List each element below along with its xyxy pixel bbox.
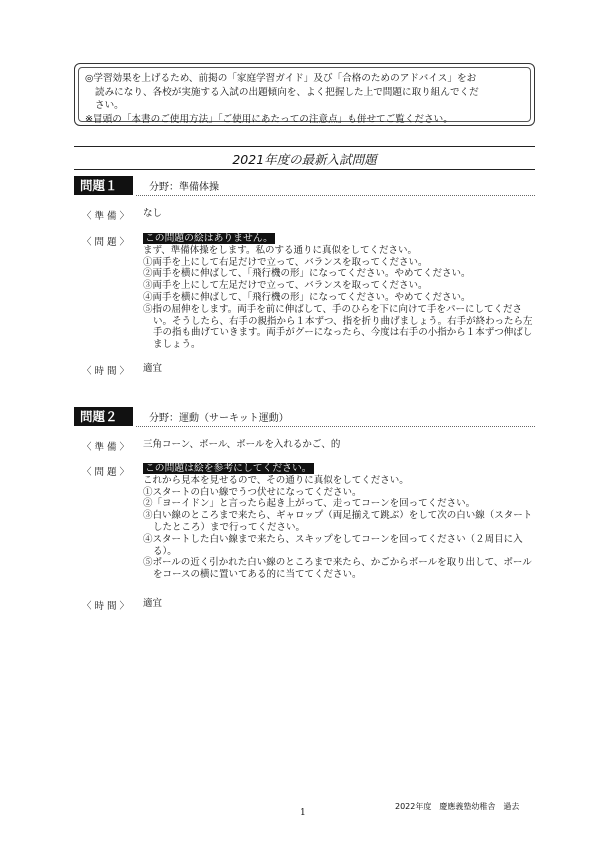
problem2-field: 分野：運動（サーキット運動）	[149, 413, 289, 424]
problem2-badge: 問題２	[74, 407, 133, 426]
problem2-line: ②「ヨーイドン」と言ったら起き上がって、走ってコーンを回ってください。	[143, 498, 476, 510]
notice-box	[74, 63, 535, 126]
header-divider	[136, 426, 535, 427]
problem2-line: これから見本を見せるので、その通りに真似をしてください。	[143, 474, 409, 486]
title-rule-top	[74, 146, 535, 147]
page-number: 1	[300, 808, 306, 818]
question-label: 〈 問 題 〉	[82, 467, 130, 478]
problem1-field: 分野：準備体操	[149, 182, 219, 193]
problem1-badge: 問題１	[74, 176, 133, 195]
notice-line: ※冒頭の「本書のご使用方法」「ご使用にあたっての注意点」も併せてご覧ください。	[85, 113, 453, 125]
problem1-line: ①両手を上にして右足だけで立って、バランスを取ってください。	[143, 256, 428, 268]
problem1-prep: なし	[143, 208, 163, 219]
header-divider	[136, 195, 535, 196]
problem2-header	[74, 407, 535, 426]
notice-line: 読みになり、各校が実施する入試の出題傾向を、よく把握した上で問題に取り組んでくだ	[95, 86, 479, 98]
problem1-question	[143, 233, 541, 351]
problem1-line: まず、準備体操をします。私のする通りに真似をしてください。	[143, 244, 417, 256]
problem2-line: ④スタートした白い線まで来たら、スキップをしてコーンを回ってください（２周目に入る）。	[143, 533, 523, 557]
problem1-header	[74, 176, 535, 195]
page-title: 2021年度の最新入試問題	[232, 152, 377, 167]
problem2-line: ③白い線のところまで来たら、ギャロップ（両足揃えて跳ぶ）をして次の白い線（スタートしたところ）まで行ってください。	[143, 510, 533, 533]
title-rule-bottom	[74, 169, 535, 170]
prep-label: 〈 準 備 〉	[82, 442, 130, 453]
problem2-line: ⑤ボールの近く引かれた白い線のところまで来たら、かごからボールを取り出して、ボールをコースの横に置いてある的に当ててください。	[143, 557, 532, 581]
problem1-note-highlight: この問題の絵はありません。	[145, 233, 273, 244]
problem2-question	[143, 463, 541, 581]
notice-inner	[78, 67, 531, 125]
problem2-note-highlight: この問題は絵を参考にしてください。	[145, 463, 312, 474]
footer-source: 2022年度 慶應義塾幼稚舎 過去	[395, 802, 520, 811]
problem2-line: ①スタートの白い線でうつ伏せになってください。	[143, 486, 362, 498]
problem2-time: 適宜	[143, 598, 163, 609]
problem1-line: ③両手を上にして左足だけで立って、バランスを取ってください。	[143, 280, 428, 292]
problem1-line: ②両手を横に伸ばして、「飛行機の形」になってください。やめてください。	[143, 268, 471, 280]
time-label: 〈 時 間 〉	[82, 366, 130, 377]
notice-line: ◎学習効果を上げるため、前掲の「家庭学習ガイド」及び「合格のためのアドバイス」をお	[85, 73, 477, 84]
time-label: 〈 時 間 〉	[82, 601, 130, 612]
problem1-line: ⑤指の屈伸をします。両手を前に伸ばして、手のひらを下に向けて手をパーにしてください。そうしたら、右手の親指から１本ずつ、指を折り曲げましょう。右手が終わったら左手の指も曲げていきます。両手がグーになったら、今度は右手の小指から１本ずつ伸ばしましょう。	[143, 303, 533, 351]
prep-label: 〈 準 備 〉	[82, 211, 130, 222]
problem1-time: 適宜	[143, 363, 163, 374]
question-label: 〈 問 題 〉	[82, 237, 130, 248]
problem2-prep: 三角コーン、ボール、ボールを入れるかご、的	[143, 439, 341, 450]
problem1-line: ④両手を横に伸ばして、「飛行機の形」になってください。やめてください。	[143, 291, 471, 303]
notice-line: さい。	[95, 100, 124, 111]
